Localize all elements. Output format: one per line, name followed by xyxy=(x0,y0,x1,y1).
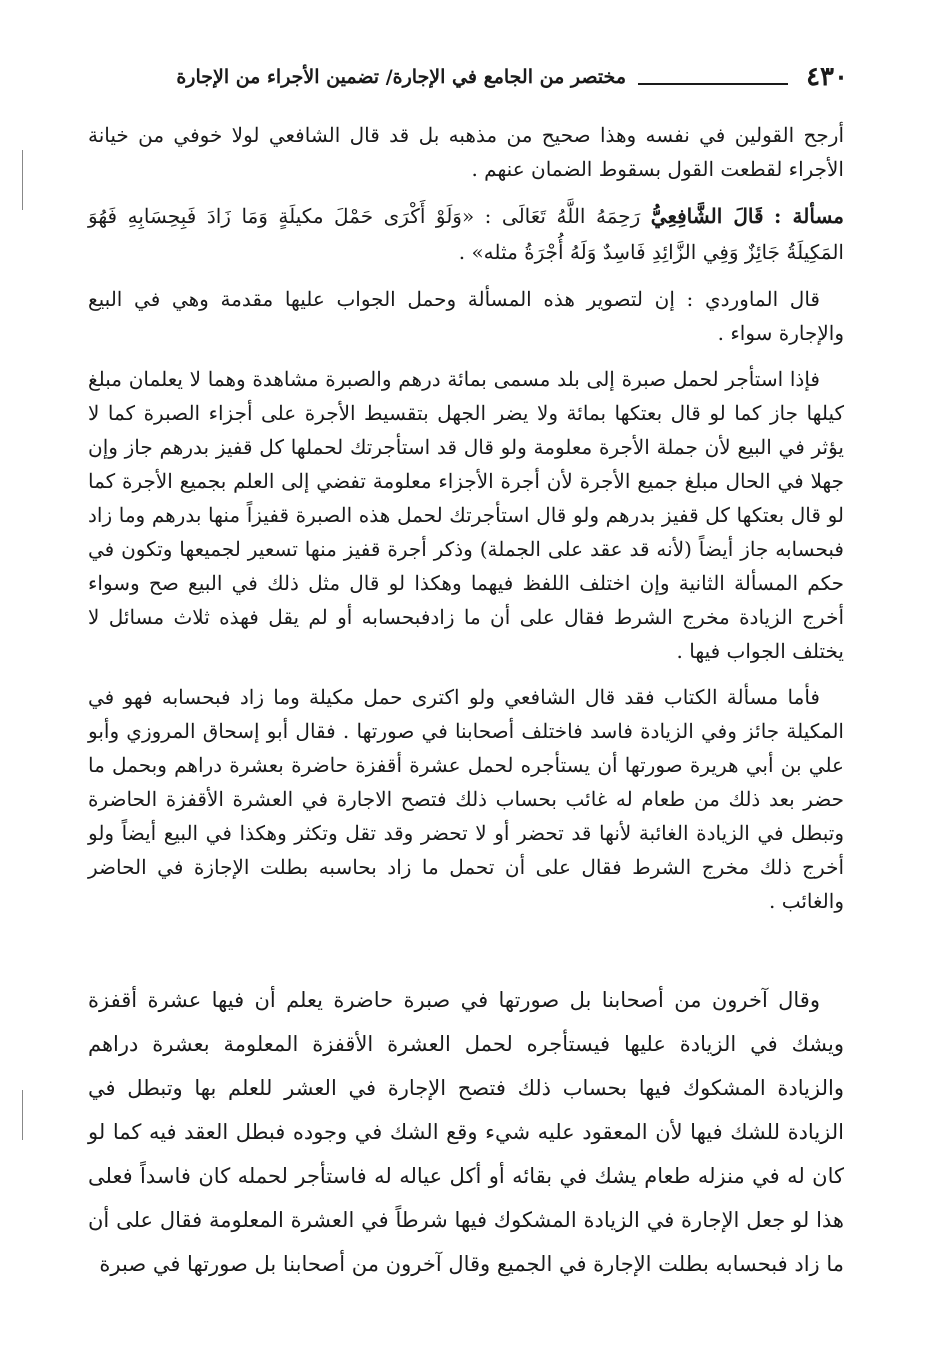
page-number: ٤٣٠ xyxy=(806,62,848,92)
margin-mark xyxy=(22,150,23,210)
paragraph-3: قال الماوردي : إن لتصوير هذه المسألة وحمل الجواب عليها مقدمة وهي في البيع والإجارة سواء . xyxy=(88,287,844,345)
masala-paragraph xyxy=(88,198,844,270)
section-gap xyxy=(88,930,844,978)
header-rule xyxy=(638,83,788,85)
paragraph-4: فإذا استأجر لحمل صبرة إلى بلد مسمى بمائة درهم والصبرة مشاهدة وهما لا يعلمان مبلغ كيلها جاز كما لو قال بعتكها بمائة ولا يضر الجهل بتقسيط الأجرة على أجزاء الصبرة كما لا يؤثر في البيع لأن جملة الأجرة معلومة ولو قال قد استأجرتك لحملها كل قفيز بدرهم جاز وإن جهلا في الحال مبلغ جميع الأجرة لأن أجرة الأجزاء معلومة تفضي إلى العلم بجميع الأجرة كما لو قال بعتكها كل قفيز بدرهم ولو قال استأجرتك لحمل هذه الصبرة قفيزاً منها بدرهم وما زاد فبحسابه جاز أيضاً (لأنه قد عقد على الجملة) وذكر أجرة قفيز منها تسعير لجميعها وتكون في حكم المسألة الثانية وإن اختلف اللفظ فيهما وهكذا لو قال مثل ذلك في البيع صح وسواء أخرج الزيادة مخرج الشرط فقال على أن ما زادفبحسابه أو لم يقل فهذه ثلاث مسائل لا يختلف الجواب فيها . xyxy=(88,367,844,663)
page-header xyxy=(88,62,848,102)
masala-quote: رَحِمَهُ اللَّهُ تَعَالَى : «وَلَوْ أَكْرَى حَمْلَ مكيلَةٍ وَمَا زَادَ فَبِحِسَابِهِ فَهُوَ المَكِيلَةُ جَائِزٌ وَفِي الزَّائِدِ فَاسِدٌ وَلَهُ أُجْرَةُ مثله» . xyxy=(88,204,844,264)
running-title: مختصر من الجامع في الإجارة/ تضمين الأجراء من الإجارة xyxy=(176,66,626,88)
paragraph-5: فأما مسألة الكتاب فقد قال الشافعي ولو اكترى حمل مكيلة وما زاد فبحسابه فهو في المكيلة جائز وفي الزيادة فاسد فاختلف أصحابنا في صورتها . فقال أبو إسحاق المروزي وأبو علي بن أبي هريرة صورتها أن يستأجره لحمل عشرة أقفزة حاضرة بعشرة دراهم وبحمل ما حضر بعد ذلك من طعام له غائب بحساب ذلك فتصح الاجارة في العشرة الأقفزة الحاضرة وتبطل في الزيادة الغائبة لأنها قد تحضر أو لا تحضر وقد تقل وتكثر وهكذا في البيع أيضاً ولو أخرج ذلك مخرج الشرط فقال على أن تحمل ما زاد بحاسبه بطلت الإجازة في الحاضر والغائب . xyxy=(88,685,844,913)
margin-mark xyxy=(22,1090,23,1140)
shafii-attribution: قَالَ الشَّافِعِيُّ xyxy=(650,204,764,228)
paragraph-6: وقال آخرون من أصحابنا بل صورتها في صبرة حاضرة يعلم أن فيها عشرة أقفزة ويشك في الزيادة عليها فيستأجره لحمل العشرة الأقفزة المعلومة بعشرة دراهم والزيادة المشكوك فيها بحساب ذلك فتصح الإجارة في العشر للعلم بها وتبطل في الزيادة للشك فيها لأن المعقود عليه شيء وقع الشك في وجوده فبطل العقد فيه كما لو كان له في منزله طعام يشك في بقائه أو أكل عياله له فاستأجر لحمله كان فاسداً فعلى هذا لو جعل الإجارة في الزيادة المشكوك فيها شرطاً في العشرة المعلومة فقال على أن ما زاد فبحسابه بطلت الإجارة في الجميع وقال آخرون من أصحابنا بل صورتها في صبرة xyxy=(88,988,844,1276)
masala-label: مسألة : xyxy=(774,204,844,228)
page-body xyxy=(88,118,844,1298)
paragraph-1: أرجح القولين في نفسه وهذا صحيح من مذهبه بل قد قال الشافعي لولا خوفي من خيانة الأجراء لقطعت القول بسقوط الضمان عنهم . xyxy=(88,123,844,181)
